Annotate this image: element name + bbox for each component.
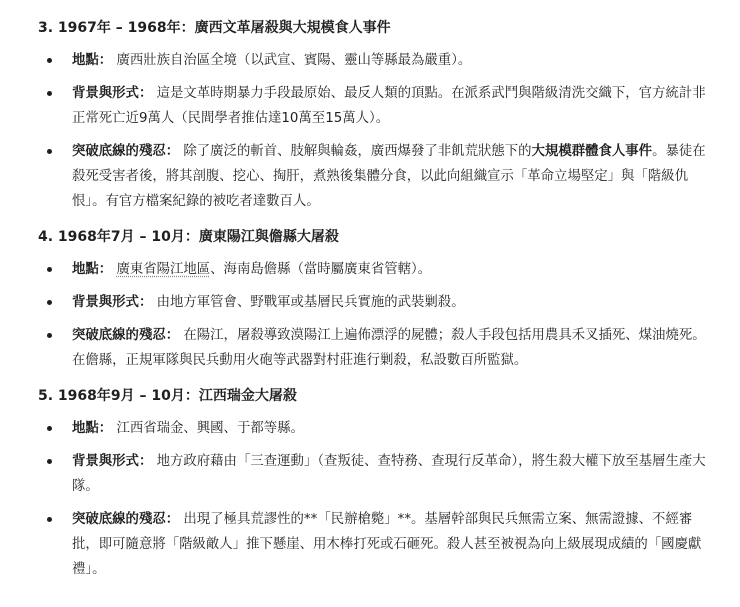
list-item	[38, 416, 710, 441]
item-label: 突破底線的殘忍：	[72, 328, 180, 343]
bullet-icon	[47, 426, 52, 431]
section-heading: 5. 1968年9月 – 10月：江西瑞金大屠殺	[38, 388, 297, 404]
item-label: 地點：	[72, 421, 113, 436]
list-item	[38, 290, 710, 315]
bullet-list	[38, 416, 710, 582]
list-item	[38, 48, 710, 73]
item-text: 除了廣泛的斬首、肢解與輪姦，廣西爆發了非飢荒狀態下的	[183, 144, 532, 159]
bullet-icon	[47, 517, 52, 522]
bullet-icon	[47, 333, 52, 338]
list-item	[38, 507, 710, 582]
section-guangdong	[38, 227, 710, 373]
list-item	[38, 323, 710, 373]
item-text: 在陽江，屠殺導致漠陽江上遍佈漂浮的屍體；殺人手段包括用農具禾叉插死、煤油燒死。在儋縣，正規軍隊與民兵動用火砲等武器對村莊進行剿殺，私設數百所監獄。	[72, 328, 706, 368]
item-text: 由地方軍管會、野戰軍或基層民兵實施的武裝剿殺。	[156, 295, 465, 310]
item-text: 廣西壯族自治區全境（以武宣、賓陽、靈山等縣最為嚴重）。	[116, 53, 472, 68]
item-label: 背景與形式：	[72, 454, 153, 469]
item-text: 出現了極具荒謬性的**「民辦槍斃」**。基層幹部與民兵無需立案、無需證據、不經審批，即可隨意將「階級敵人」推下懸崖、用木棒打死或石砸死。殺人甚至被視為向上級展現成績的「國慶獻禮」。	[72, 512, 702, 577]
list-item	[38, 139, 710, 214]
item-label: 突破底線的殘忍：	[72, 144, 180, 159]
bullet-icon	[47, 58, 52, 63]
item-text: 、海南島儋縣（當時屬廣東省管轄）。	[210, 262, 432, 277]
section-heading: 4. 1968年7月 – 10月：廣東陽江與儋縣大屠殺	[38, 229, 339, 245]
list-item	[38, 257, 710, 282]
list-item	[38, 81, 710, 131]
item-label: 突破底線的殘忍：	[72, 512, 180, 527]
bullet-icon	[47, 300, 52, 305]
bullet-list	[38, 48, 710, 214]
item-label: 地點：	[72, 53, 113, 68]
bullet-icon	[47, 149, 52, 154]
item-text-emphasis: 大規模群體食人事件	[531, 144, 653, 159]
section-jiangxi	[38, 386, 710, 582]
item-text: 。暴徒在殺死受害者後，將其剖腹、挖心、掏肝，煮熟後集體分食，以此向組織宣示「革命立場堅定」與「階級仇恨」。有官方檔案紀錄的被吃者達數百人。	[72, 144, 706, 209]
bullet-icon	[47, 267, 52, 272]
bullet-icon	[47, 91, 52, 96]
item-label: 背景與形式：	[72, 86, 153, 101]
bullet-icon	[47, 459, 52, 464]
item-text: 這是文革時期暴力手段最原始、最反人類的頂點。在派系武鬥與階級清洗交織下，官方統計非正常死亡近9萬人（民間學者推估達10萬至15萬人）。	[72, 86, 706, 126]
section-heading: 3. 1967年 – 1968年：廣西文革屠殺與大規模食人事件	[38, 20, 391, 36]
item-text: 江西省瑞金、興國、于都等縣。	[116, 421, 304, 436]
section-guangxi	[38, 18, 710, 214]
place-link[interactable]: 廣東省陽江地區	[116, 262, 211, 277]
item-text: 地方政府藉由「三查運動」（查叛徒、查特務、查現行反革命），將生殺大權下放至基層生產大隊。	[72, 454, 706, 494]
item-label: 背景與形式：	[72, 295, 153, 310]
item-label: 地點：	[72, 262, 113, 277]
list-item	[38, 449, 710, 499]
bullet-list	[38, 257, 710, 373]
